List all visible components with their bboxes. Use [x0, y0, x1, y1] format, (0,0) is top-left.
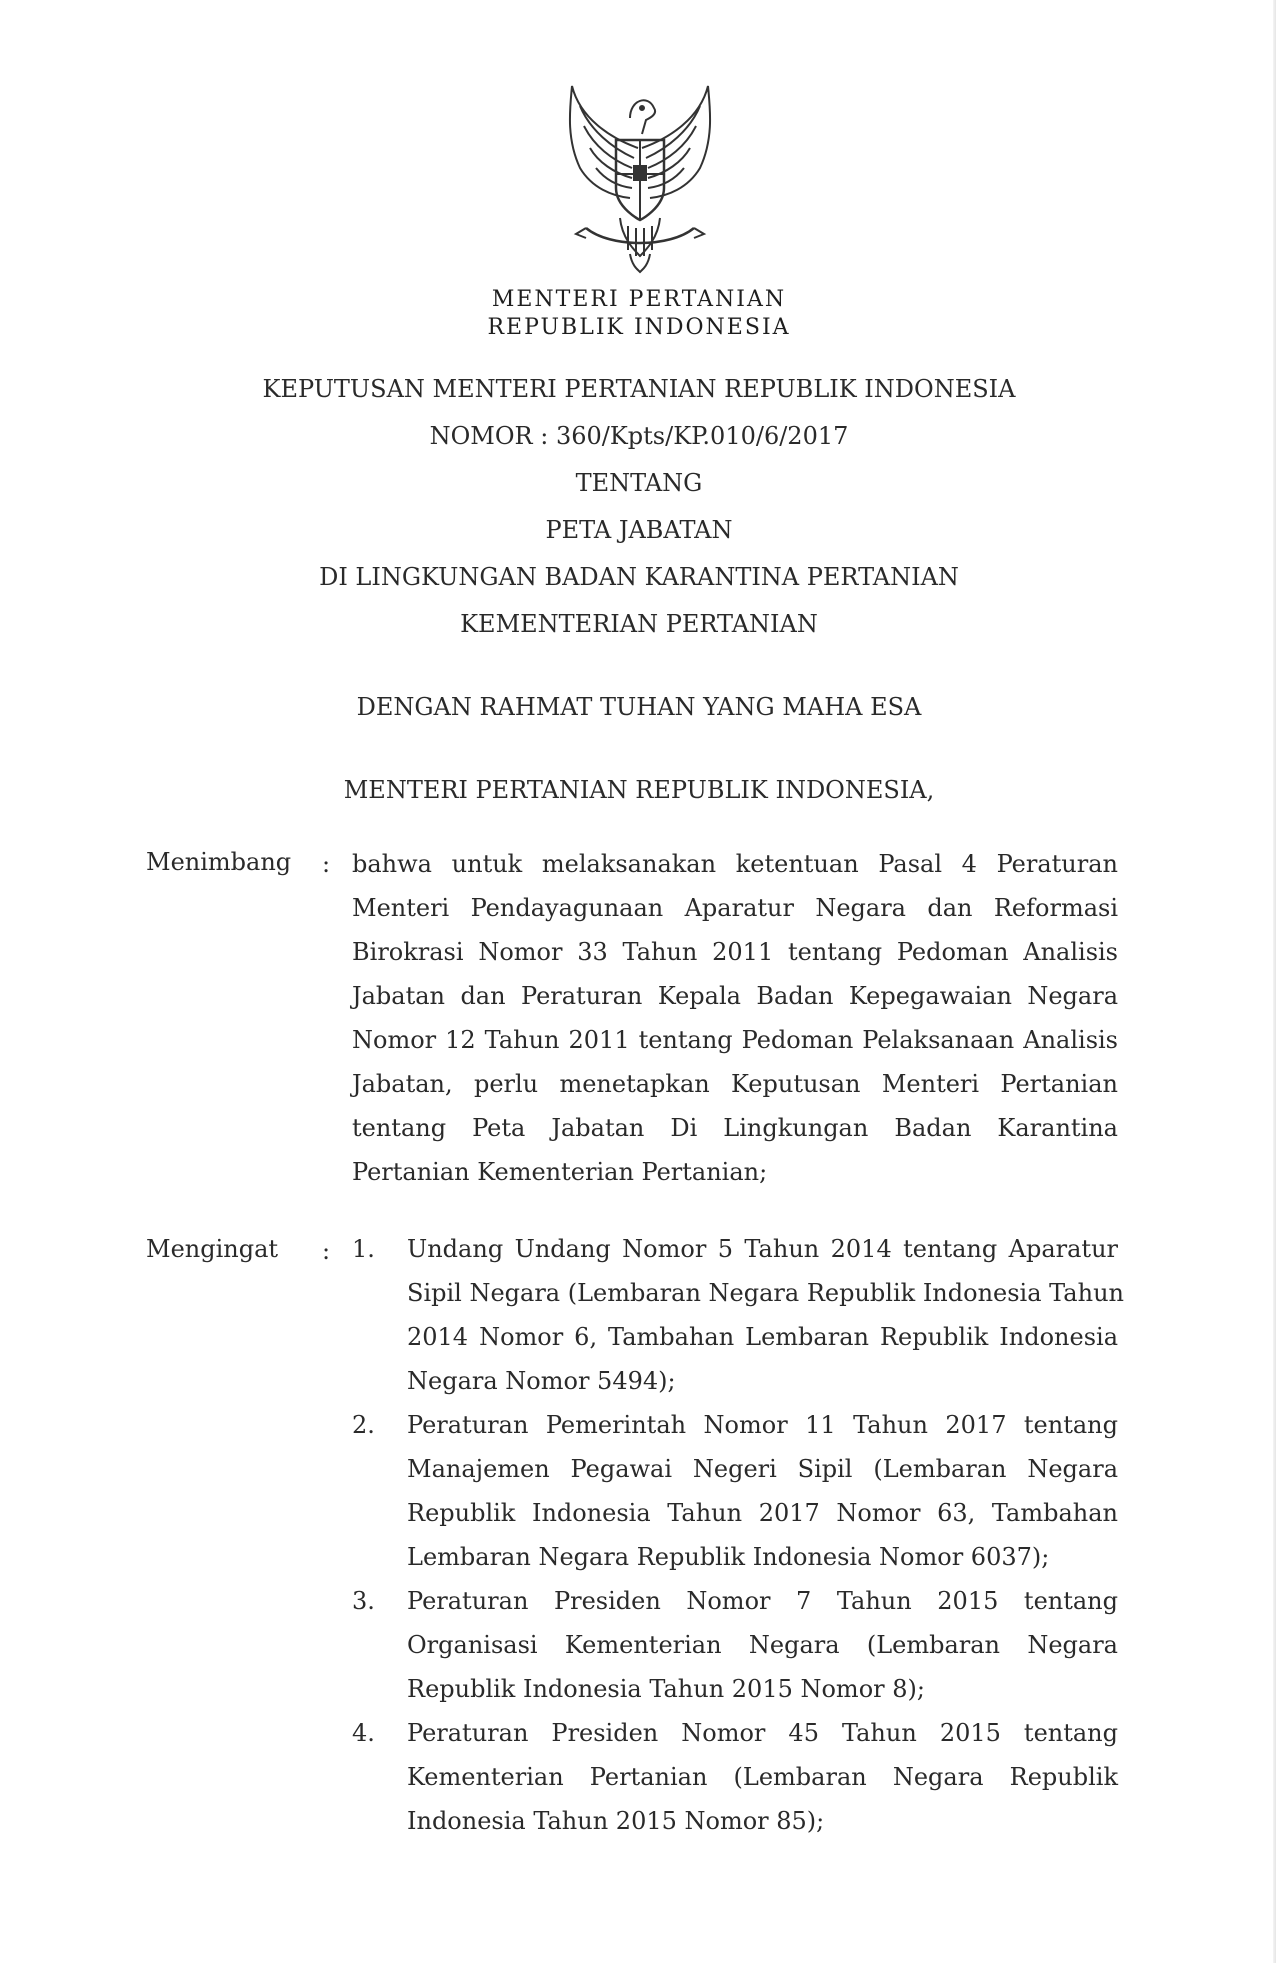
menimbang-label: Menimbang [146, 848, 292, 876]
item-line: Peraturan Presiden Nomor 45 Tahun 2015 tentang [407, 1719, 1118, 1747]
item-body [407, 1579, 1118, 1711]
minister-header [0, 286, 1278, 342]
menimbang-line: Jabatan, perlu menetapkan Keputusan Menteri Pertanian [352, 1070, 1118, 1098]
menimbang-line: tentang Peta Jabatan Di Lingkungan Badan Karantina [352, 1114, 1118, 1142]
garuda-emblem-icon [550, 78, 730, 278]
menimbang-line: Pertanian Kementerian Pertanian; [352, 1158, 768, 1186]
item-line: Sipil Negara (Lembaran Negara Republik Indonesia Tahun [407, 1279, 1124, 1307]
item-number: 2. [352, 1411, 375, 1439]
minister-title-line2: REPUBLIK INDONESIA [487, 315, 791, 340]
item-line: Peraturan Presiden Nomor 7 Tahun 2015 tentang [407, 1587, 1118, 1615]
item-line: Undang Undang Nomor 5 Tahun 2014 tentang Aparatur [407, 1235, 1118, 1263]
decree-about: TENTANG [575, 469, 703, 497]
item-body [407, 1711, 1118, 1843]
item-line: 2014 Nomor 6, Tambahan Lembaran Republik Indonesia [407, 1323, 1118, 1351]
mengingat-item-4 [352, 1711, 1118, 1843]
menimbang-line: bahwa untuk melaksanakan ketentuan Pasal 4 Peraturan [352, 850, 1118, 878]
menimbang-paragraph [352, 842, 1118, 1194]
decree-number: NOMOR : 360/Kpts/KP.010/6/2017 [429, 422, 849, 450]
item-number: 3. [352, 1587, 375, 1615]
mengingat-label: Mengingat [146, 1235, 279, 1263]
decree-subject-1: PETA JABATAN [545, 516, 733, 544]
item-line: Republik Indonesia Tahun 2017 Nomor 63, Tambahan [407, 1499, 1118, 1527]
menimbang-line: Nomor 12 Tahun 2011 tentang Pedoman Pelaksanaan Analisis [352, 1026, 1118, 1054]
item-number: 1. [352, 1235, 375, 1263]
minister-title-line1: MENTERI PERTANIAN [491, 287, 787, 312]
decree-authority: MENTERI PERTANIAN REPUBLIK INDONESIA, [343, 776, 935, 804]
item-line: Negara Nomor 5494); [407, 1367, 676, 1395]
item-number: 4. [352, 1719, 375, 1747]
item-line: Kementerian Pertanian (Lembaran Negara Republik [407, 1763, 1118, 1791]
decree-title: KEPUTUSAN MENTERI PERTANIAN REPUBLIK INDONESIA [262, 375, 1016, 403]
item-line: Peraturan Pemerintah Nomor 11 Tahun 2017 tentang [407, 1411, 1118, 1439]
menimbang-colon: : [322, 850, 331, 878]
mengingat-item-3 [352, 1579, 1118, 1711]
item-line: Republik Indonesia Tahun 2015 Nomor 8); [407, 1675, 925, 1703]
item-line: Organisasi Kementerian Negara (Lembaran Negara [407, 1631, 1118, 1659]
mengingat-item-1 [352, 1227, 1124, 1403]
menimbang-line: Birokrasi Nomor 33 Tahun 2011 tentang Pedoman Analisis [352, 938, 1118, 966]
item-body [407, 1403, 1118, 1579]
decree-heading [0, 366, 1278, 814]
item-line: Manajemen Pegawai Negeri Sipil (Lembaran Negara [407, 1455, 1118, 1483]
item-body [407, 1227, 1124, 1403]
menimbang-line: Jabatan dan Peraturan Kepala Badan Kepegawaian Negara [352, 982, 1118, 1010]
menimbang-line: Menteri Pendayagunaan Aparatur Negara dan Reformasi [352, 894, 1118, 922]
decree-subject-3: KEMENTERIAN PERTANIAN [460, 610, 818, 638]
item-line: Lembaran Negara Republik Indonesia Nomor 6037); [407, 1543, 1050, 1571]
decree-subject-2: DI LINGKUNGAN BADAN KARANTINA PERTANIAN [319, 563, 959, 591]
item-line: Indonesia Tahun 2015 Nomor 85); [407, 1807, 825, 1835]
mengingat-item-2 [352, 1403, 1118, 1579]
decree-invocation: DENGAN RAHMAT TUHAN YANG MAHA ESA [356, 693, 922, 721]
mengingat-colon: : [322, 1237, 331, 1265]
